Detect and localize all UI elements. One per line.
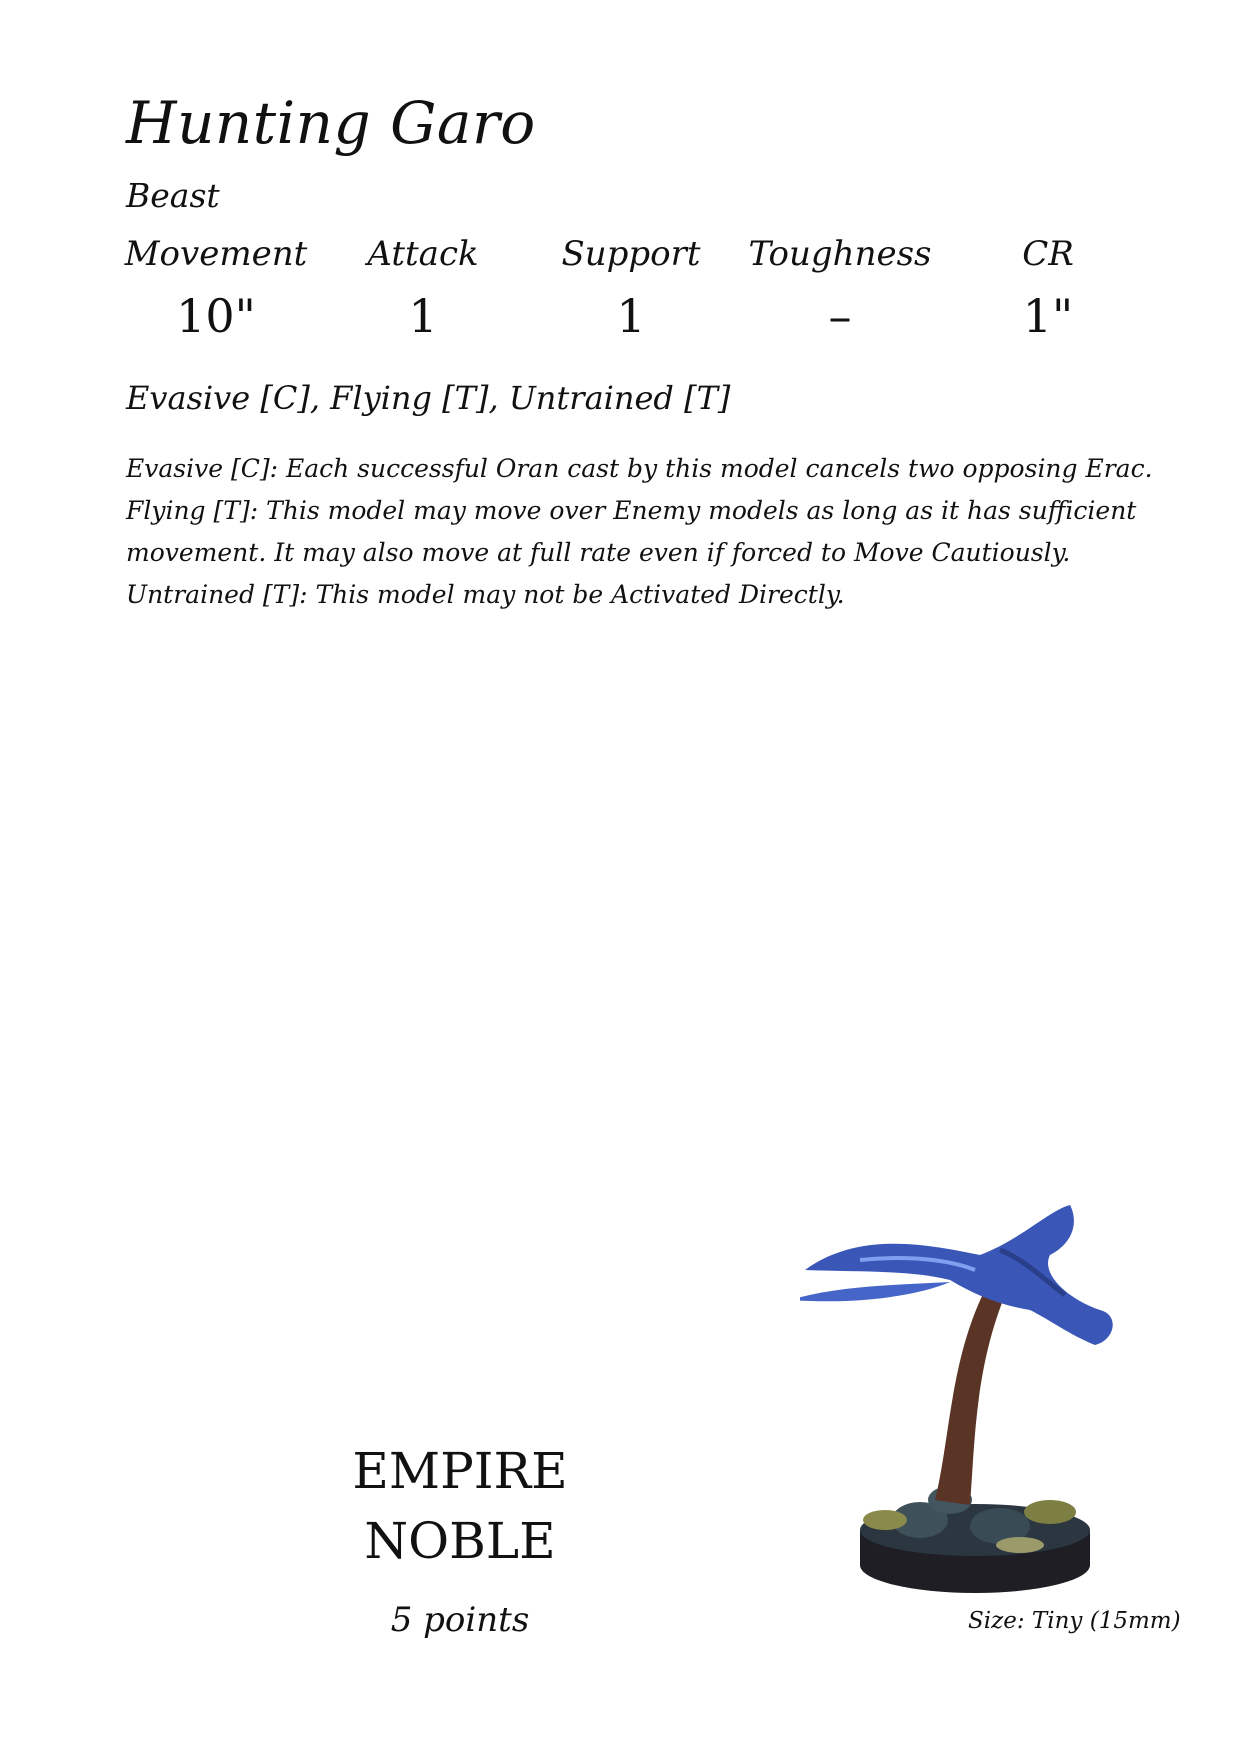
stat-value: 1 [408, 289, 438, 343]
stat-label: Attack [367, 234, 479, 274]
faction-line-2: NOBLE [364, 1512, 556, 1570]
keyword-list: Evasive [C], Flying [T], Untrained [T] [126, 379, 731, 417]
stat-toughness [740, 234, 940, 344]
rules-text [126, 448, 1153, 616]
rule-line: Untrained [T]: This model may not be Activated Directly. [126, 580, 845, 609]
stat-cr [948, 234, 1148, 344]
rule-line: movement. It may also move at full rate even if forced to Move Cautiously. [126, 538, 1071, 567]
miniature-body [805, 1205, 1113, 1345]
size-label: Size: Tiny (15mm) [968, 1608, 1181, 1634]
stat-value: 1 [616, 289, 646, 343]
stat-label: Toughness [748, 234, 932, 274]
rule-line: Flying [T]: This model may move over Enemy models as long as it has sufficient [126, 496, 1137, 525]
points-cost: 5 points [390, 1600, 530, 1640]
card-title: Hunting Garo [126, 89, 536, 157]
miniature-trunk [935, 1290, 1005, 1505]
stat-label: Movement [124, 234, 308, 274]
stat-label: Support [561, 234, 701, 274]
stat-value: 10" [176, 289, 256, 343]
card-subtype: Beast [126, 176, 220, 215]
stat-value: 1" [1022, 289, 1074, 343]
stat-attack [323, 234, 523, 344]
faction-label [300, 1436, 620, 1576]
stat-support [531, 234, 731, 344]
stat-label: CR [1022, 234, 1074, 274]
miniature-photo [800, 1200, 1180, 1600]
faction-line-1: EMPIRE [352, 1442, 568, 1500]
stat-movement [116, 234, 316, 344]
rule-line: Evasive [C]: Each successful Oran cast by this model cancels two opposing Erac. [126, 454, 1153, 483]
stat-value: – [828, 289, 852, 343]
